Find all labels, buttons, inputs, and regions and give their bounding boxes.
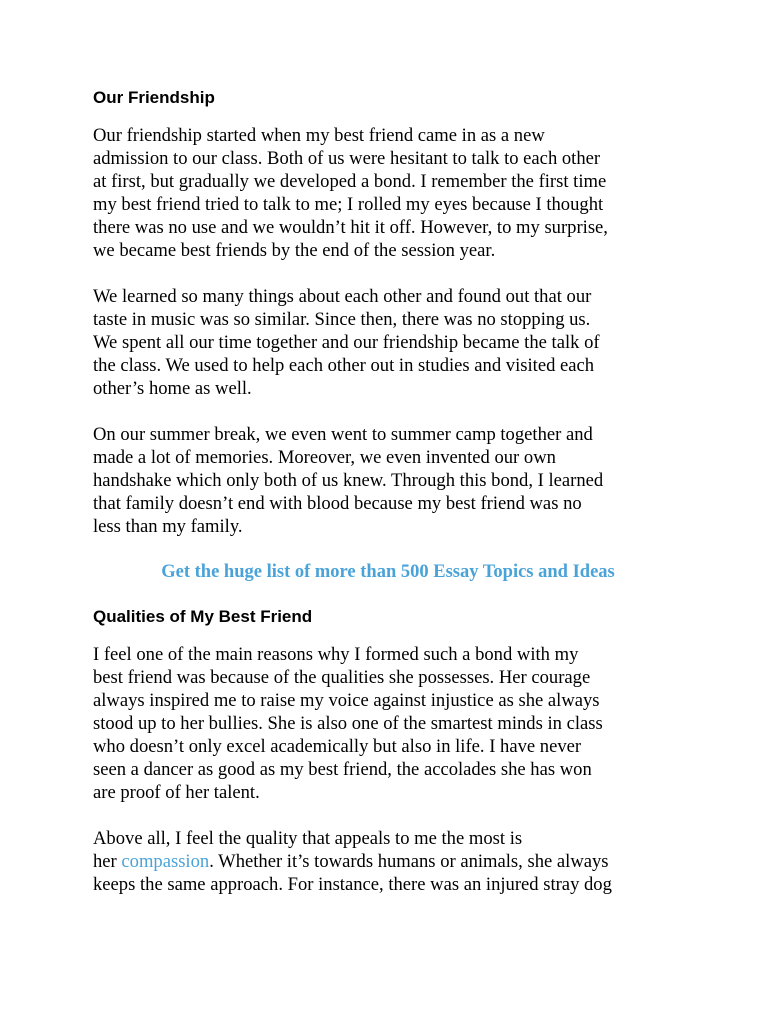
paragraph-3 bbox=[93, 423, 683, 538]
paragraph-2 bbox=[93, 285, 683, 400]
text-line: less than my family. bbox=[93, 516, 243, 537]
document-page bbox=[93, 88, 683, 919]
text-line: seen a dancer as good as my best friend, the accolades she has won bbox=[93, 759, 592, 780]
text-line: We spent all our time together and our friendship became the talk of bbox=[93, 332, 600, 353]
text-line: the class. We used to help each other out in studies and visited each bbox=[93, 355, 595, 376]
text-line: that family doesn’t end with blood because my best friend was no bbox=[93, 493, 582, 514]
text-line-with-link bbox=[93, 850, 683, 873]
text-line: who doesn’t only excel academically but also in life. I have never bbox=[93, 736, 582, 757]
text-line: best friend was because of the qualities she possesses. Her courage bbox=[93, 667, 591, 688]
text-line: Above all, I feel the quality that appeals to me the most is bbox=[93, 828, 523, 849]
text-line: always inspired me to raise my voice against injustice as she always bbox=[93, 690, 600, 711]
text-line: we became best friends by the end of the session year. bbox=[93, 240, 496, 261]
text-line: at first, but gradually we developed a bond. I remember the first time bbox=[93, 171, 607, 192]
section-heading-our-friendship: Our Friendship bbox=[93, 88, 215, 107]
text-fragment: her bbox=[93, 851, 122, 872]
paragraph-5 bbox=[93, 827, 683, 896]
text-line: I feel one of the main reasons why I formed such a bond with my bbox=[93, 644, 579, 665]
text-line: keeps the same approach. For instance, there was an injured stray dog bbox=[93, 874, 612, 895]
paragraph-1 bbox=[93, 124, 683, 262]
text-fragment: . Whether it’s towards humans or animals, she always bbox=[209, 851, 609, 872]
section-heading-qualities: Qualities of My Best Friend bbox=[93, 607, 313, 626]
text-line: admission to our class. Both of us were hesitant to talk to each other bbox=[93, 148, 601, 169]
text-line: there was no use and we wouldn’t hit it off. However, to my surprise, bbox=[93, 217, 608, 238]
text-line: my best friend tried to talk to me; I rolled my eyes because I thought bbox=[93, 194, 604, 215]
text-line: handshake which only both of us knew. Through this bond, I learned bbox=[93, 470, 604, 491]
text-line: stood up to her bullies. She is also one of the smartest minds in class bbox=[93, 713, 603, 734]
compassion-link[interactable]: compassion bbox=[121, 851, 210, 872]
essay-topics-link[interactable]: Get the huge list of more than 500 Essay Topics and Ideas bbox=[161, 562, 615, 582]
text-line: are proof of her talent. bbox=[93, 782, 260, 803]
text-line: made a lot of memories. Moreover, we even invented our own bbox=[93, 447, 556, 468]
text-line: We learned so many things about each other and found out that our bbox=[93, 286, 592, 307]
text-line: On our summer break, we even went to summer camp together and bbox=[93, 424, 593, 445]
paragraph-4 bbox=[93, 643, 683, 804]
promo-link-row bbox=[93, 561, 683, 584]
text-line: Our friendship started when my best friend came in as a new bbox=[93, 125, 545, 146]
text-line: other’s home as well. bbox=[93, 378, 252, 399]
text-line: taste in music was so similar. Since then, there was no stopping us. bbox=[93, 309, 591, 330]
